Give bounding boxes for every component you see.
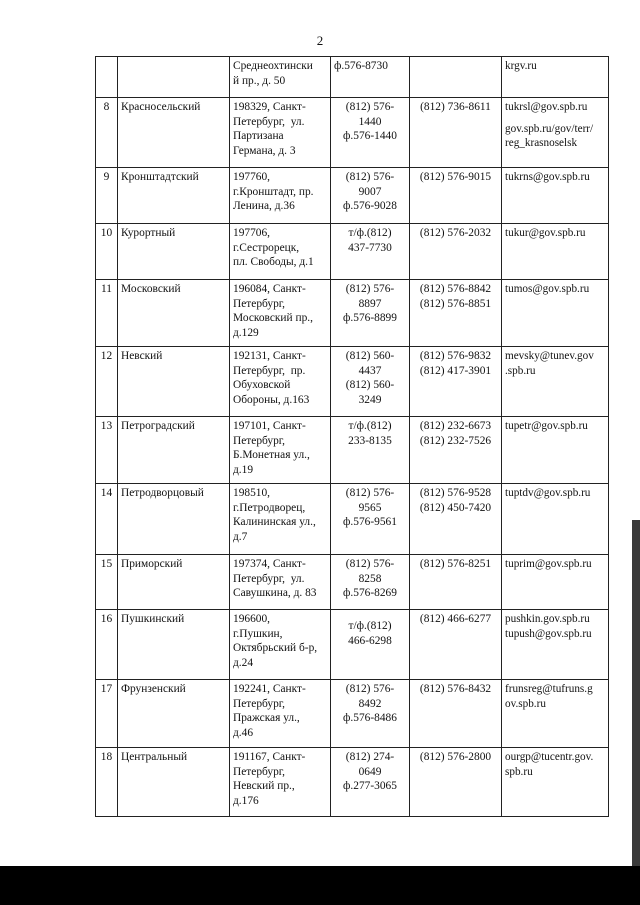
district-name [118,610,230,680]
email-cell-line: reg_krasnoselsk [505,137,578,150]
address-cell [230,347,331,417]
district-name [118,280,230,347]
row-number [96,347,118,417]
address-cell [230,57,331,98]
email-cell [502,484,609,555]
address-cell [230,417,331,484]
district-name [118,168,230,224]
email-cell [502,98,609,168]
row-number-text: 12 [100,350,113,362]
row-number [96,680,118,748]
phone-cell [410,680,502,748]
district-name-text: Фрунзенский [121,683,186,695]
row-number [96,417,118,484]
address-cell-line: д.7 [233,530,248,543]
table-row [96,224,609,280]
email-cell [502,347,609,417]
phone-cell [410,168,502,224]
fax-cell-line: 4437 [358,364,382,377]
email-cell [502,57,609,98]
fax-cell-line: т/ф.(812) [348,420,392,432]
phone-cell [410,98,502,168]
email-cell [502,168,609,224]
district-name-text: Петродворцовый [121,487,204,499]
row-number-text: 13 [100,420,113,432]
phone-cell-line: (812) 576-8842 [419,283,492,295]
fax-cell-line: (812) 576- [345,171,395,183]
address-cell-line: Петербург, [233,697,285,710]
fax-cell-line: 437-7730 [348,241,392,254]
phone-cell [410,347,502,417]
fax-cell-line: 0649 [358,765,382,778]
address-cell-line: Московский пр., [233,312,313,325]
district-name [118,680,230,748]
table-row [96,484,609,555]
district-name [118,98,230,168]
address-cell [230,168,331,224]
row-number-text: 17 [100,683,113,695]
fax-cell-line: (812) 576- [345,683,395,695]
fax-cell [331,484,410,555]
address-cell-line: Савушкина, д. 83 [233,587,317,600]
table-row [96,280,609,347]
address-cell-line: 196600, [233,613,271,625]
address-cell [230,610,331,680]
page-number: 2 [316,33,324,48]
row-number-text: 10 [100,227,113,239]
phone-cell-line: (812) 576-9015 [419,171,492,183]
row-number [96,610,118,680]
table-row [96,417,609,484]
scan-bottom-band [0,866,640,905]
district-name [118,224,230,280]
fax-cell-line: 8897 [358,297,382,310]
phone-cell-line: (812) 736-8611 [420,101,491,113]
phone-cell [410,610,502,680]
fax-cell-line: (812) 274- [345,751,395,763]
fax-cell-line: ф.576-8486 [343,712,397,725]
address-cell-line: Петербург, пр. [233,364,306,377]
address-cell [230,555,331,610]
district-name [118,484,230,555]
fax-cell [331,98,410,168]
fax-cell [331,680,410,748]
phone-cell-line: (812) 576-8432 [419,683,492,695]
fax-cell-line: 466-6298 [348,634,392,647]
email-cell [502,680,609,748]
phone-cell [410,748,502,817]
fax-cell-line: ф.576-1440 [343,130,397,143]
fax-cell [331,748,410,817]
district-name [118,347,230,417]
address-cell-line: Петербург, [233,434,285,447]
address-cell-line: 197374, Санкт- [233,558,306,570]
fax-cell [331,610,410,680]
fax-cell-line: (812) 576- [345,283,395,295]
email-cell-line: tupush@gov.spb.ru [505,627,592,640]
row-number [96,57,118,98]
district-name-text: Невский [121,350,163,362]
fax-cell-line: (812) 560- [345,350,395,362]
email-cell-line: tukur@gov.spb.ru [505,227,586,239]
fax-cell-line: ф.576-9561 [343,516,397,529]
address-cell-line: Октябрьский б-р, [233,642,318,655]
fax-cell [331,347,410,417]
address-cell-line: Обороны, д.163 [233,393,310,406]
fax-cell-line: 3249 [358,393,382,406]
email-cell-line: tukrsl@gov.spb.ru [505,101,588,113]
fax-cell-line: (812) 576- [345,101,395,113]
address-cell-line: Б.Монетная ул., [233,449,310,462]
district-name-text: Петроградский [121,420,195,432]
address-cell [230,680,331,748]
row-number-text: 18 [100,751,113,763]
fax-cell-line: 233-8135 [348,434,392,447]
address-cell-line: 196084, Санкт- [233,283,306,295]
address-cell-line: г.Петродворец, [233,501,306,514]
district-name-text: Красносельский [121,101,201,113]
email-cell [502,224,609,280]
row-number [96,98,118,168]
fax-cell-line: ф.576-8899 [343,312,397,325]
table-row [96,680,609,748]
email-cell [502,555,609,610]
address-cell-line: д.46 [233,726,254,739]
fax-cell-line: 9007 [358,185,382,198]
email-cell-line: tumos@gov.spb.ru [505,283,590,295]
address-cell-line: Ленина, д.36 [233,200,295,213]
address-cell-line: й пр., д. 50 [233,74,286,87]
fax-cell [331,224,410,280]
address-cell [230,748,331,817]
fax-cell-line: 1440 [358,115,382,128]
table-row [96,748,609,817]
phone-cell-line: (812) 576-9832 [419,350,492,362]
address-cell-line: Петербург, ул. [233,572,305,585]
fax-cell-line: (812) 576- [345,487,395,499]
row-number [96,484,118,555]
address-cell-line: Петербург, [233,297,285,310]
address-cell [230,484,331,555]
row-number [96,748,118,817]
address-cell-line: г.Пушкин, [233,627,283,640]
email-cell-line: ourgp@tucentr.gov. [505,751,594,763]
table-row [96,610,609,680]
address-cell-line: д.176 [233,794,259,807]
email-cell [502,610,609,680]
phone-cell-line: (812) 576-2800 [419,751,492,763]
row-number [96,280,118,347]
fax-cell-line: 8492 [358,697,382,710]
row-number [96,168,118,224]
district-name [118,555,230,610]
email-cell-line: gov.spb.ru/gov/terr/ [505,122,594,135]
address-cell [230,280,331,347]
row-number-text: 14 [100,487,113,499]
address-cell [230,98,331,168]
email-cell-line: krgv.ru [505,60,537,72]
fax-cell-line [334,612,406,619]
address-cell-line: 198510, [233,487,271,499]
phone-cell-line: (812) 232-7526 [419,434,492,447]
address-cell-line: 192241, Санкт- [233,683,306,695]
district-name-text: Пушкинский [121,613,185,625]
address-cell-line: г.Кронштадт, пр. [233,185,314,198]
phone-cell-line: (812) 576-2032 [419,227,492,239]
table-row [96,347,609,417]
email-cell-line: tukrns@gov.spb.ru [505,171,590,183]
phone-cell-line: (812) 576-8851 [419,297,492,310]
district-name-text: Кронштадтский [121,171,199,183]
address-cell-line: 191167, Санкт- [233,751,306,763]
phone-cell [410,224,502,280]
email-cell-line [505,115,605,122]
district-name [118,57,230,98]
fax-cell-line: 8258 [358,572,382,585]
fax-cell [331,280,410,347]
phone-cell-line: (812) 450-7420 [419,501,492,514]
phone-cell [410,57,502,98]
address-cell-line: д.129 [233,326,259,339]
row-number-text: 16 [100,613,113,625]
table-row [96,168,609,224]
district-administrations-table [95,56,609,817]
district-name-text: Центральный [121,751,188,763]
address-cell-line: Петербург, ул. [233,115,305,128]
email-cell [502,748,609,817]
district-name [118,748,230,817]
address-cell-line: Невский пр., [233,780,295,793]
email-cell-line: tuptdv@gov.spb.ru [505,487,591,499]
fax-cell [331,417,410,484]
address-cell-line: 192131, Санкт- [233,350,306,362]
phone-cell [410,417,502,484]
email-cell [502,417,609,484]
address-cell-line: 197706, [233,227,271,239]
row-number-text: 11 [101,283,112,295]
phone-cell-line: (812) 232-6673 [419,420,492,432]
phone-cell-line: (812) 466-6277 [419,613,492,625]
phone-cell [410,280,502,347]
email-cell-line: spb.ru [505,765,533,778]
address-cell-line: Пражская ул., [233,712,300,725]
district-name-text: Приморский [121,558,183,570]
address-cell [230,224,331,280]
address-cell-line: Германа, д. 3 [233,144,296,157]
address-cell-line: д.24 [233,656,254,669]
fax-cell [331,555,410,610]
address-cell-line: Калининская ул., [233,516,316,529]
district-name-text: Московский [121,283,181,295]
address-cell-line: Среднеохтински [233,60,313,72]
address-cell-line: 197101, Санкт- [233,420,306,432]
phone-cell-line: (812) 576-9528 [419,487,492,499]
address-cell-line: пл. Свободы, д.1 [233,256,314,269]
address-cell-line: Партизана [233,130,284,143]
phone-cell [410,555,502,610]
email-cell-line: ov.spb.ru [505,697,546,710]
scan-edge-shadow [632,520,640,866]
phone-cell [410,484,502,555]
district-name [118,417,230,484]
row-number-text: 8 [103,101,110,113]
fax-cell [331,57,410,98]
fax-cell-line: ф.277-3065 [343,780,397,793]
fax-cell [331,168,410,224]
address-cell-line: д.19 [233,463,254,476]
address-cell-line: 198329, Санкт- [233,101,306,113]
row-number [96,224,118,280]
address-cell-line: г.Сестрорецк, [233,241,300,254]
table-row [96,57,609,98]
phone-cell-line: (812) 576-8251 [419,558,492,570]
table-row [96,555,609,610]
fax-cell-line: ф.576-9028 [343,200,397,213]
fax-cell-line: т/ф.(812) [348,620,392,632]
row-number [96,555,118,610]
district-name-text: Курортный [121,227,176,239]
fax-cell-line: (812) 576- [345,558,395,570]
row-number-text: 15 [100,558,113,570]
fax-cell-line: 9565 [358,501,382,514]
email-cell-line: tuprim@gov.spb.ru [505,558,592,570]
fax-cell-line: (812) 560- [345,379,395,392]
fax-cell-line: ф.576-8730 [334,60,388,72]
email-cell-line: frunsreg@tufruns.g [505,683,593,695]
address-cell-line: Петербург, [233,765,285,778]
address-cell-line: 197760, [233,171,271,183]
table-row [96,98,609,168]
email-cell-line: mevsky@tunev.gov [505,350,594,362]
address-cell-line: Обуховской [233,379,291,392]
fax-cell-line: т/ф.(812) [348,227,392,239]
fax-cell-line: ф.576-8269 [343,587,397,600]
email-cell-line: .spb.ru [505,364,536,377]
email-cell-line: tupetr@gov.spb.ru [505,420,588,432]
row-number-text: 9 [103,171,110,183]
email-cell-line: pushkin.gov.spb.ru [505,613,590,625]
email-cell [502,280,609,347]
phone-cell-line: (812) 417-3901 [419,364,492,377]
